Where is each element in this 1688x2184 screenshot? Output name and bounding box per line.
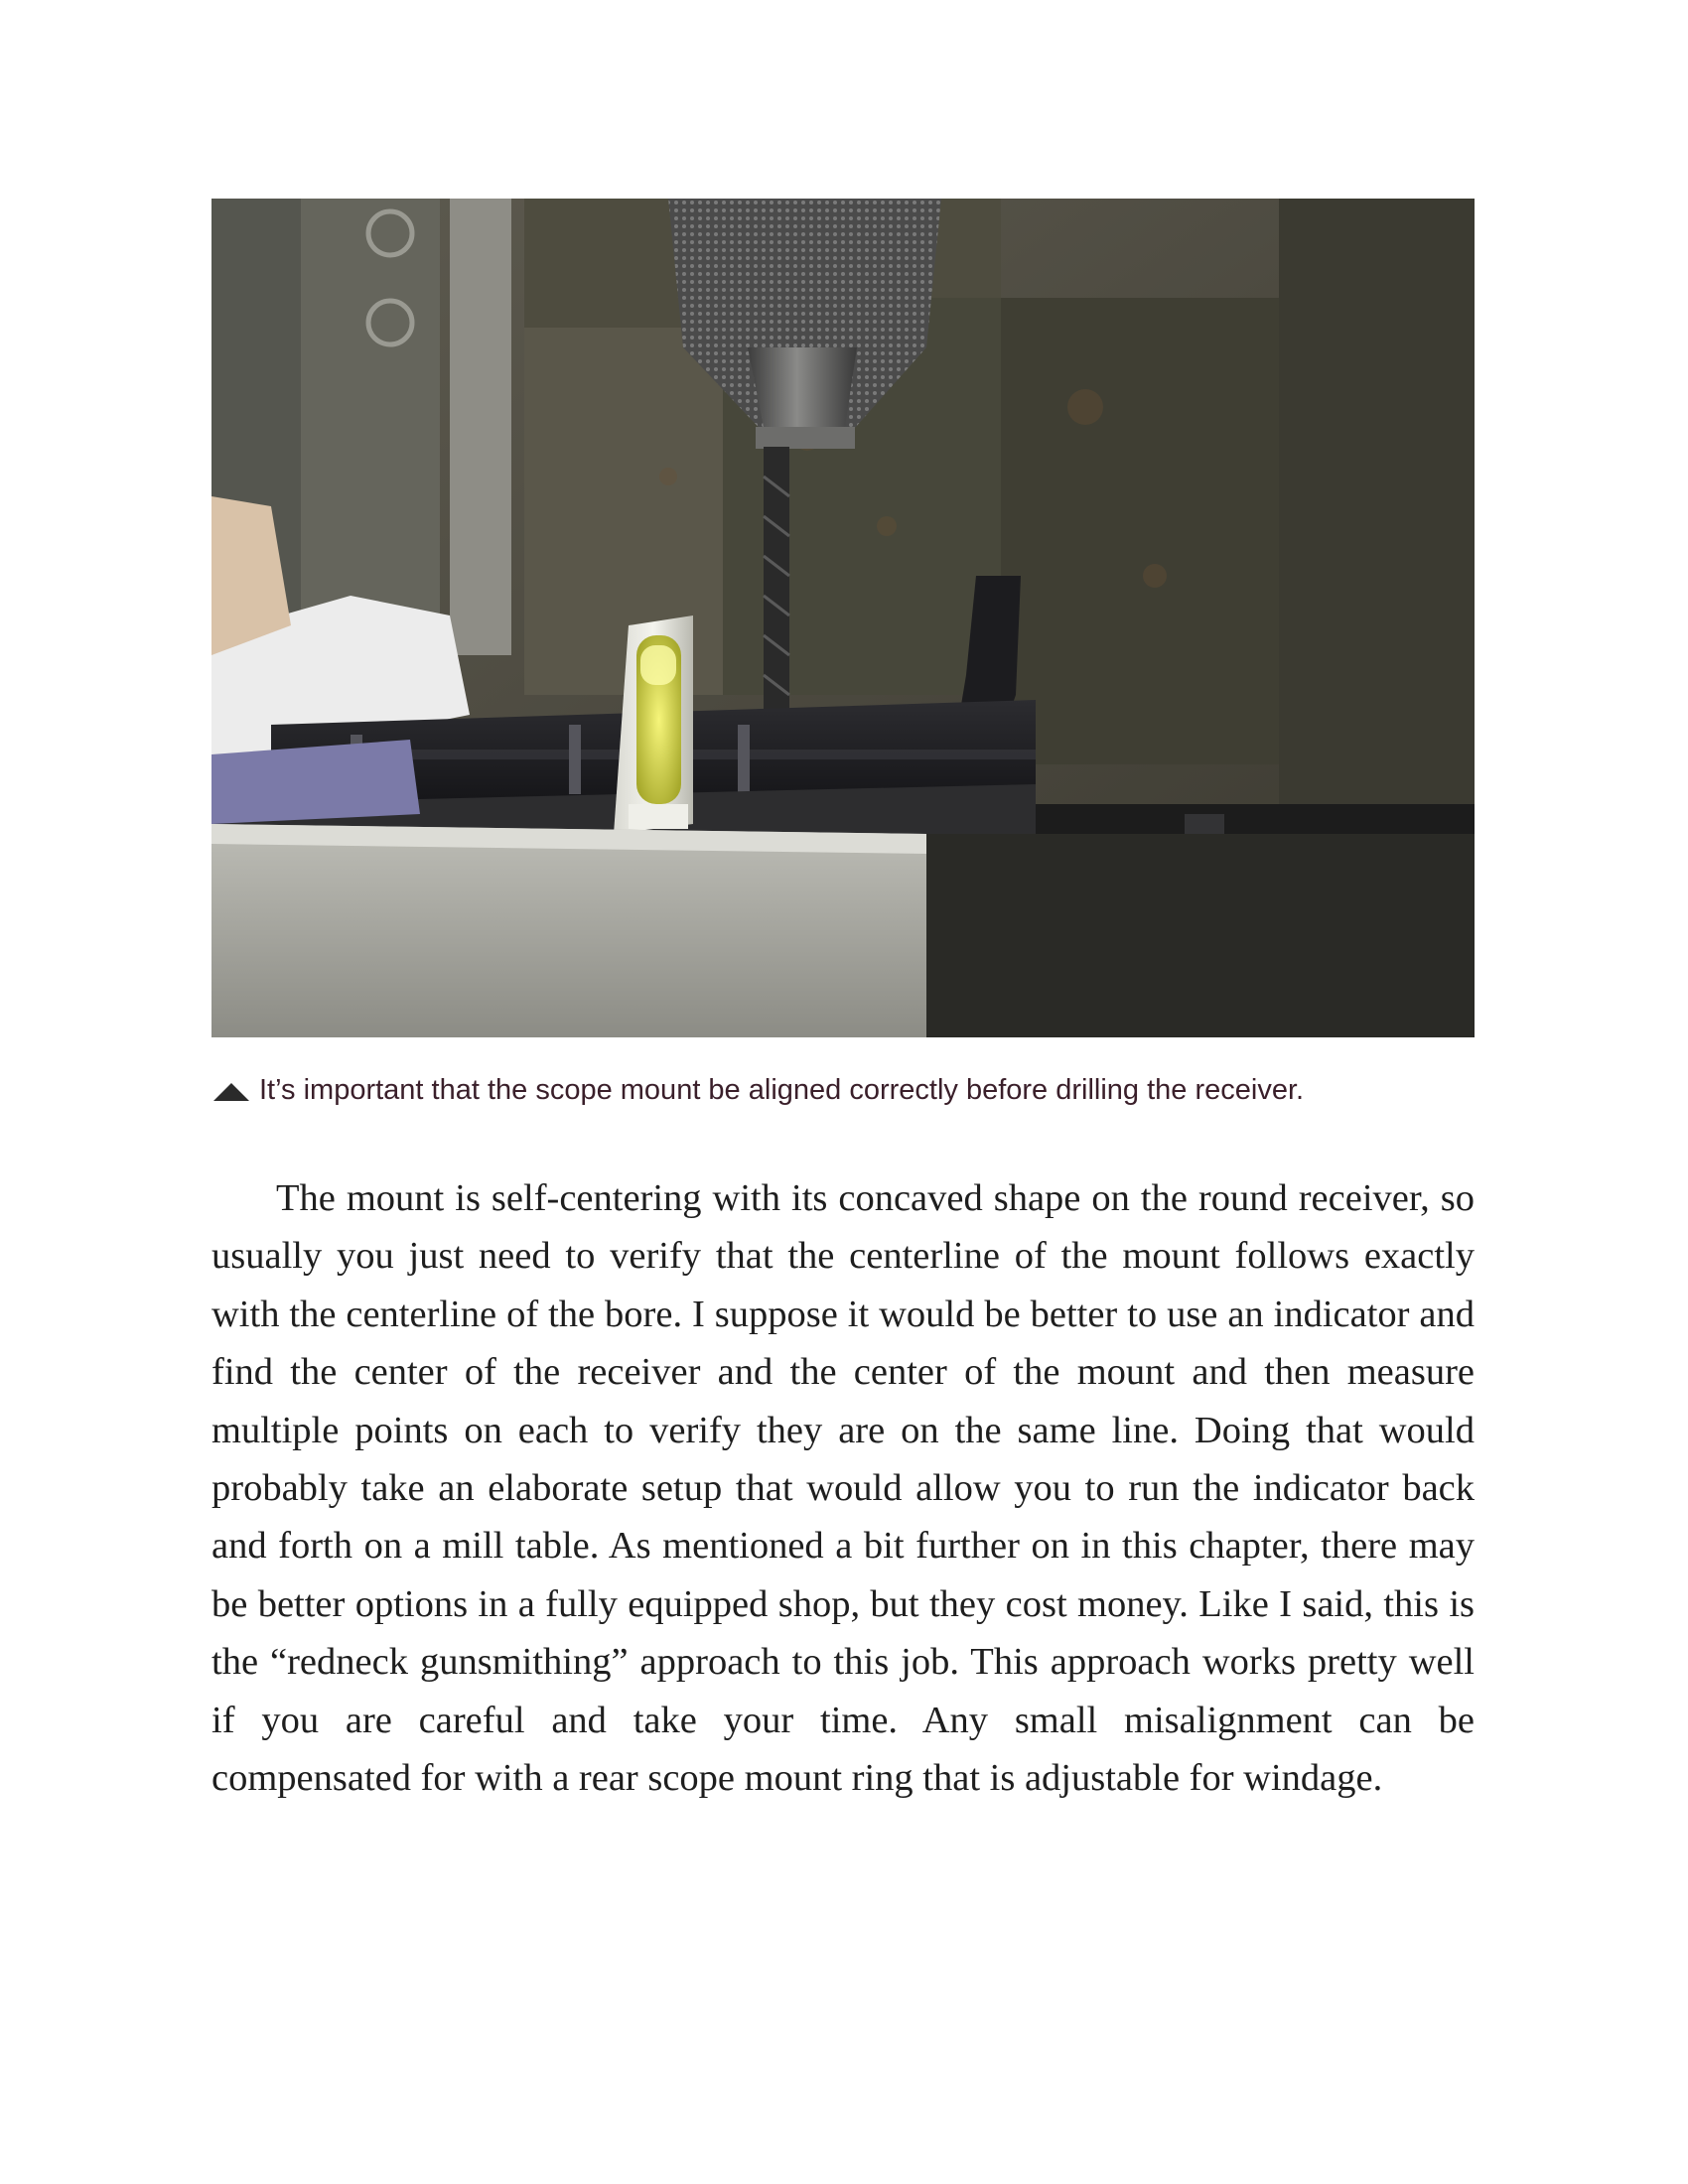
photo-figure [211, 199, 1475, 1037]
triangle-up-icon [213, 1083, 249, 1101]
drill-press-photo [211, 199, 1475, 1037]
photo-caption [213, 1070, 1504, 1110]
caption-text: It’s important that the scope mount be aligned correctly before drilling the receiver. [259, 1073, 1305, 1106]
body-paragraph: The mount is self-centering with its concaved shape on the round receiver, so usually you just need to verify that the centerline of the mount follows exactly with the centerline of the bore. I suppose it would be better to use an indicator and find the center of the receiver and the center of the mount and then measure multiple points on each to verify they are on the same line. Doing that would probably take an elaborate setup that would allow you to run the indicator back and forth on a mill table. As mentioned a bit further on in this chapter, there may be better options in a fully equipped shop, but they cost money. Like I said, this is the “redneck gunsmithing” approach to this job. This approach works pretty well if you are careful and take your time. Any small misalignment can be compensated for with a rear scope mount ring that is adjustable for windage. [211, 1177, 1475, 1800]
